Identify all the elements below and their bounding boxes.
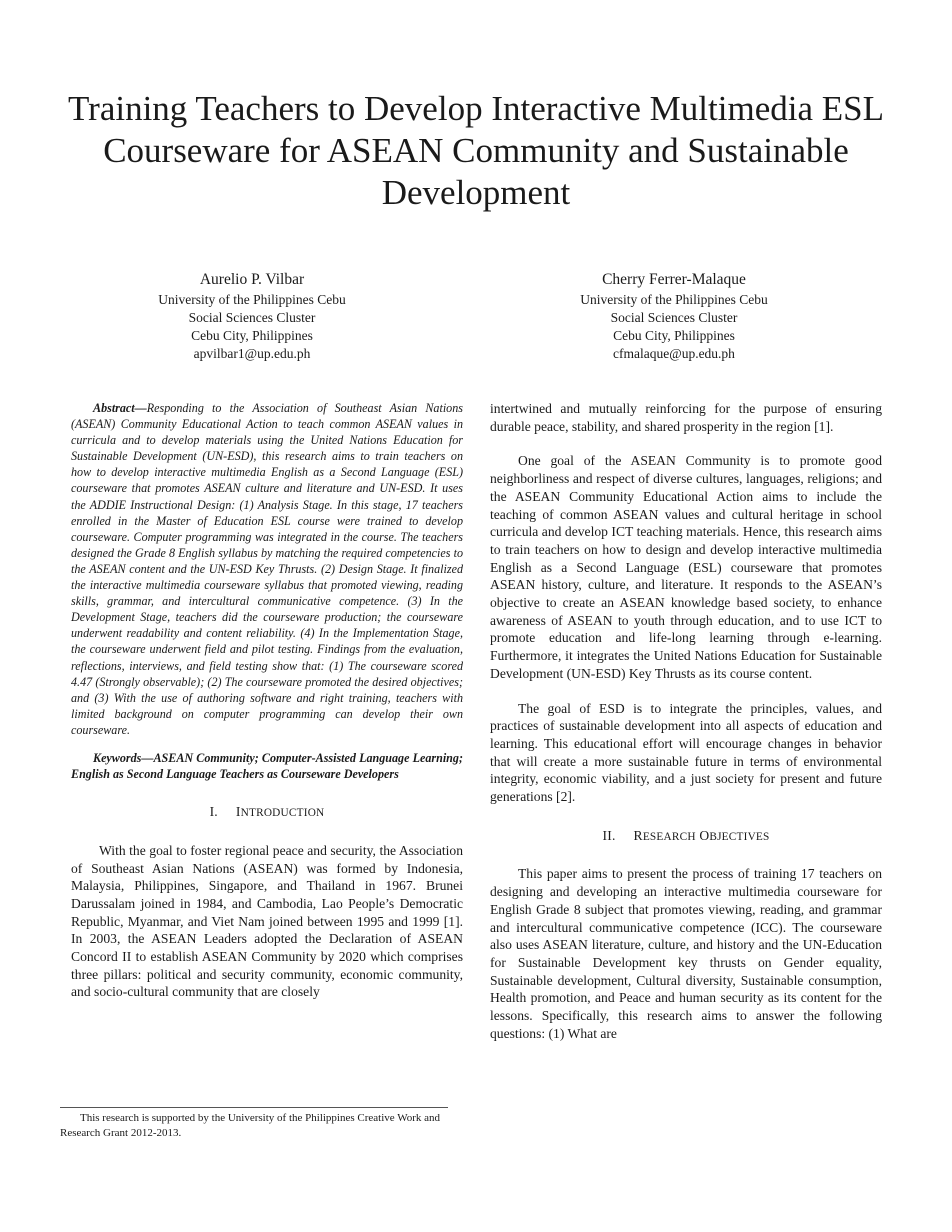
intro-paragraph-1-continued: intertwined and mutually reinforcing for the purpose of ensuring durable peace, stability, and shared prosperity in the region [1]. bbox=[490, 401, 882, 434]
author-name: Cherry Ferrer-Malaque bbox=[602, 271, 746, 288]
keywords-label: Keywords— bbox=[93, 750, 154, 765]
author-name: Aurelio P. Vilbar bbox=[199, 271, 305, 288]
author-department: Social Sciences Cluster bbox=[188, 310, 316, 325]
section-title-initial: R bbox=[633, 827, 643, 843]
author-affiliation: University of the Philippines Cebu bbox=[158, 292, 346, 307]
abstract-text: Responding to the Association of Southeast Asian Nations (ASEAN) Community Educational Action to teach common ASEAN values in curricula and to develop materials using the United Nations Education for Sustainable Development (UN-ESD), this research aims to train teachers on how to develop interactive multimedia English as a Second Language (ESL) courseware that promotes ASEAN culture and literature and UN-ESD. It uses the ADDIE Instructional Design: (1) Analysis Stage. In this stage, 17 teachers enrolled in the Master of Education ESL course were trained to develop courseware. Computer programming was integrated in the course. The teachers designed the Grade 8 English syllabus by matching the required competencies to the ASEAN content and the UN-ESD Key Thrusts. (2) Design Stage. It finalized the interactive multimedia courseware syllabus that promoted viewing, reading skills, grammar, and intercultural communicative competence. (3) In the Development Stage, teachers did the courseware production; the courseware underwent readability and content reliability. (4) In the Implementation Stage, the courseware underwent field and pilot testing. Findings from the evaluation, reflections, interviews, and field testing show that: (1) The courseware scored 4.47 (Strongly observable); (2) The courseware promoted the desired objectives; and (3) With the use of authoring software and right training, teachers with limited background on computer programming can develop their own courseware. bbox=[71, 401, 463, 737]
paper-title: Training Teachers to Develop Interactive Multimedia ESL Courseware for ASEAN Community and Sustainable Development bbox=[68, 89, 884, 212]
section-number: I. bbox=[209, 804, 218, 820]
abstract-label: Abstract— bbox=[93, 401, 147, 415]
author-affiliation: University of the Philippines Cebu bbox=[580, 292, 768, 307]
footnote: This research is supported by the University of the Philippines Creative Work and Research Grant 2012-2013. bbox=[60, 1112, 441, 1139]
intro-paragraph-2: One goal of the ASEAN Community is to promote good neighborliness and respect of diverse cultures, languages, religions; and the ASEAN Community Educational Action aims to include the teaching of common ASEAN values and cultural heritage in school curricula and develop ICT teaching materials. Hence, this research aims to train teachers on how to design and develop interactive multimedia English as a Second Language (ESL) courseware that promotes ASEAN history, culture, and literature. It responds to the ASEAN’s objective to create an ASEAN knowledge based society, to enhance awareness of ASEAN to youth through education, and to use ICT to promote education and life-long learning through e-learning. Furthermore, it integrates the United Nations Education for Sustainable Development (UN-ESD) Key Thrusts as its course content. bbox=[490, 453, 882, 681]
intro-paragraph-3: The goal of ESD is to integrate the principles, values, and practices of sustainable development into all aspects of education and learning. This educational effort will encourage changes in behavior that will create a more sustainable future in terms of environmental integrity, economic viability, and a just society for present and future generations [2]. bbox=[490, 700, 882, 805]
section-heading-research-objectives bbox=[490, 827, 882, 847]
intro-paragraph-1: With the goal to foster regional peace and security, the Association of Southeast Asian Nations (ASEAN) was formed by Indonesia, Malaysia, Philippines, Singapore, and Thailand in 1967. Brunei Darussalam joined in 1984, and Cambodia, Lao People’s Democratic Republic, Myanmar, and Viet Nam joined between 1995 and 1999 [1]. In 2003, the ASEAN Leaders adopted the Declaration of ASEAN Concord II to establish ASEAN Community by 2020 which comprises three pillars: political and security community, economic community, and socio-cultural community that are closely bbox=[71, 842, 463, 1000]
author-block-1 bbox=[102, 270, 402, 363]
section-number: II. bbox=[602, 827, 616, 843]
author-location: Cebu City, Philippines bbox=[191, 328, 313, 343]
section-title-rest: NTRODUCTION bbox=[240, 807, 325, 820]
keywords bbox=[71, 750, 463, 782]
section-title-initial: I bbox=[235, 804, 241, 820]
abstract bbox=[71, 400, 463, 738]
right-column bbox=[490, 400, 882, 1043]
section-title-rest-2: BJECTIVES bbox=[709, 830, 770, 843]
author-email: apvilbar1@up.edu.ph bbox=[193, 346, 311, 361]
author-location: Cebu City, Philippines bbox=[613, 328, 735, 343]
footnote-divider bbox=[60, 1107, 448, 1108]
section-title-initial-2: O bbox=[699, 827, 710, 843]
author-department: Social Sciences Cluster bbox=[610, 310, 738, 325]
section-title-rest: ESEARCH bbox=[642, 830, 696, 843]
objectives-paragraph-1: This paper aims to present the process of training 17 teachers on designing and developing an interactive multimedia courseware for English Grade 8 subject that promotes viewing, reading, and grammar and intercultural communicative competence (ICC). The courseware also uses ASEAN literature, culture, and history and the UN-Education for Sustainable Development key thrusts on Gender equality, Sustainable development, Cultural diversity, Sustainable consumption, Health promotion, and Peace and human security as its content for the lessons. Specifically, this research aims to answer the following questions: (1) What are bbox=[490, 866, 882, 1041]
section-heading-introduction bbox=[71, 803, 463, 823]
left-column bbox=[71, 400, 463, 1001]
author-block-2 bbox=[524, 270, 824, 363]
author-email: cfmalaque@up.edu.ph bbox=[613, 346, 735, 361]
keywords-text: ASEAN Community; Computer-Assisted Language Learning; English as Second Language Teachers as Courseware Developers bbox=[71, 750, 463, 782]
